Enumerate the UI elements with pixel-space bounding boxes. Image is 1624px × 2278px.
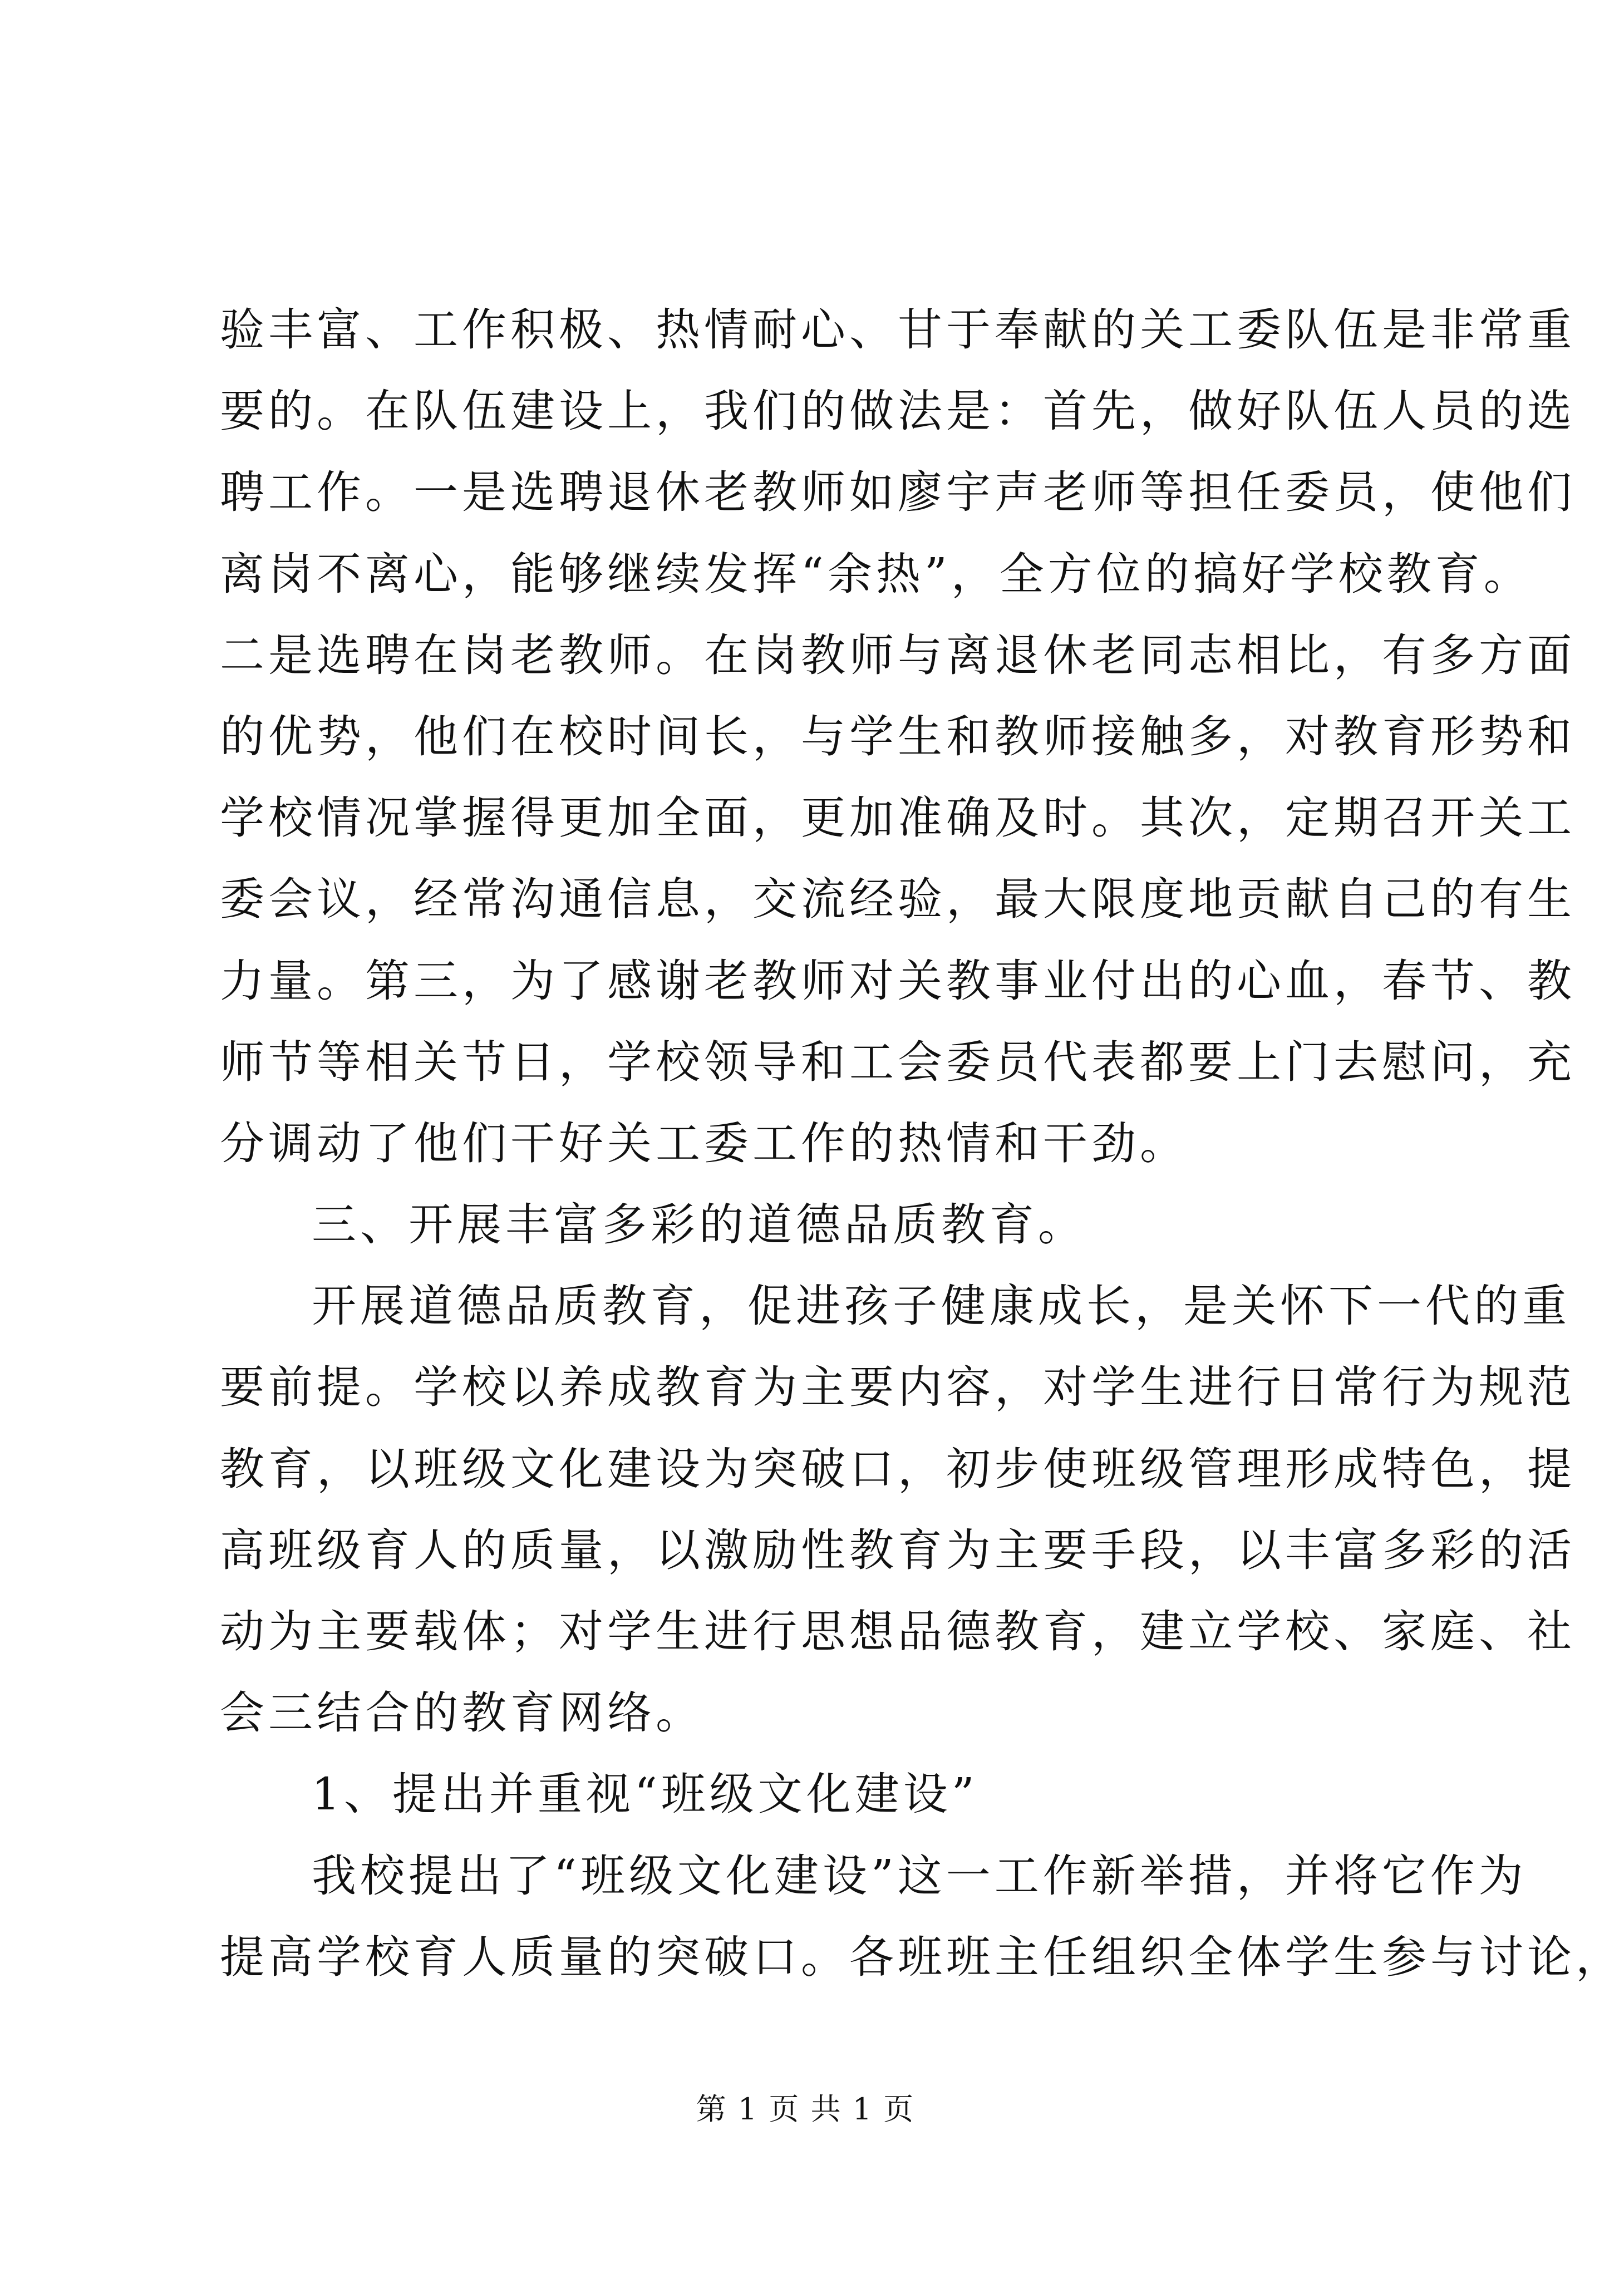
text-line: 力量。第三，为了感谢老教师对关教事业付出的心血，春节、教 — [220, 955, 1576, 1007]
text-line: 动为主要载体；对学生进行思想品德教育，建立学校、家庭、社 — [220, 1606, 1576, 1657]
text-line: 委会议，经常沟通信息，交流经验，最大限度地贡献自己的有生 — [220, 873, 1576, 926]
text-line: 离岗不离心，能够继续发挥“余热”，全方位的搞好学校教育。 — [220, 548, 1532, 600]
text-line: 二是选聘在岗老教师。在岗教师与离退休老同志相比，有多方面 — [220, 629, 1576, 681]
subsection-heading: 1、提出并重视“班级文化建设” — [312, 1768, 978, 1821]
text-line: 验丰富、工作积极、热情耐心、甘于奉献的关工委队伍是非常重 — [220, 304, 1576, 356]
text-line: 学校情况掌握得更加全面，更加准确及时。其次，定期召开关工 — [220, 792, 1576, 844]
text-line: 教育，以班级文化建设为突破口，初步使班级管理形成特色，提 — [220, 1443, 1576, 1495]
text-line: 要的。在队伍建设上，我们的做法是：首先，做好队伍人员的选 — [220, 385, 1576, 437]
text-line: 开展道德品质教育，促进孩子健康成长，是关怀下一代的重 — [312, 1280, 1571, 1332]
text-line: 会三结合的教育网络。 — [220, 1687, 704, 1739]
text-line: 的优势，他们在校时间长，与学生和教师接触多，对教育形势和 — [220, 710, 1576, 762]
text-line: 师节等相关节日，学校领导和工会委员代表都要上门去慰问，充 — [220, 1036, 1576, 1088]
document-body — [220, 289, 1624, 1998]
text-line: 我校提出了“班级文化建设”这一工作新举措，并将它作为 — [312, 1849, 1527, 1902]
text-line: 分调动了他们干好关工委工作的热情和干劲。 — [220, 1117, 1188, 1169]
text-line: 要前提。学校以养成教育为主要内容，对学生进行日常行为规范 — [220, 1361, 1576, 1414]
text-line: 提高学校育人质量的突破口。各班班主任组织全体学生参与讨论， — [220, 1931, 1624, 1983]
page-footer: 第 1 页 共 1 页 — [696, 2092, 915, 2127]
section-heading: 三、开展丰富多彩的道德品质教育。 — [312, 1199, 1086, 1251]
text-line: 高班级育人的质量，以激励性教育为主要手段，以丰富多彩的活 — [220, 1524, 1576, 1576]
text-line: 聘工作。一是选聘退休老教师如廖宇声老师等担任委员，使他们 — [220, 466, 1576, 519]
